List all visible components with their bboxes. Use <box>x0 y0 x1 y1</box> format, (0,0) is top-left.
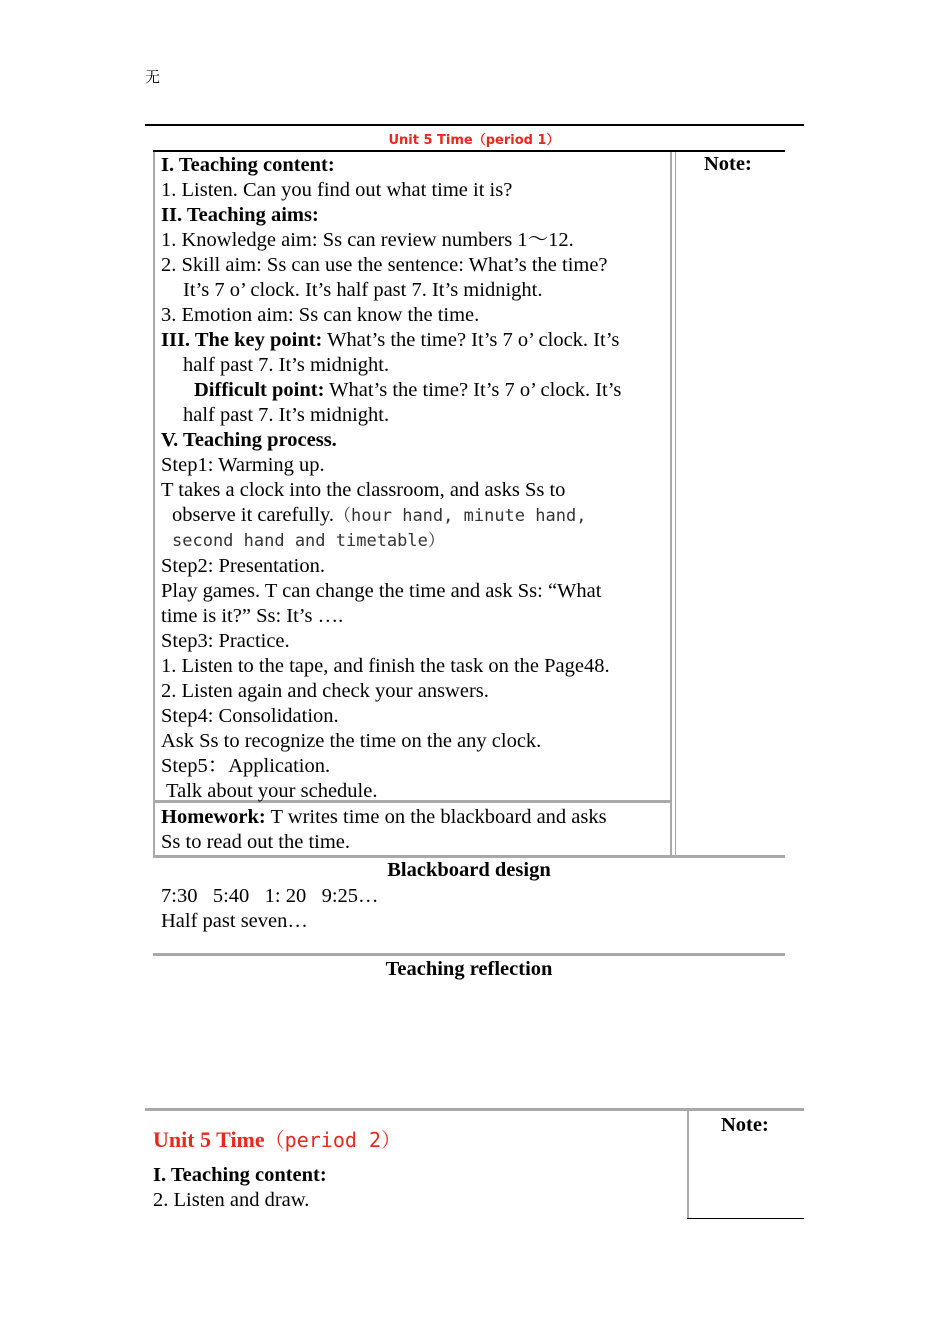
content-line: 1. Listen. Can you find out what time it is? <box>161 179 513 201</box>
content-line: Step4: Consolidation. <box>161 705 339 727</box>
content-line: It’s 7 o’ clock. It’s half past 7. It’s midnight. <box>183 279 543 301</box>
table-left-border <box>153 152 155 856</box>
period2-title-paren: （period 2） <box>264 1128 401 1152</box>
key-point-text: What’s the time? It’s 7 o’ clock. It’s <box>322 329 620 351</box>
note-left-border <box>675 152 676 856</box>
top-rule <box>145 124 804 126</box>
period1-content <box>161 153 669 804</box>
reflection-heading: Teaching reflection <box>385 958 553 980</box>
content-line: 1. Listen to the tape, and finish the task on the Page48. <box>161 655 610 677</box>
blackboard-block <box>161 884 669 934</box>
homework-line <box>161 805 669 830</box>
teaching-content-heading: I. Teaching content: <box>161 154 335 176</box>
homework-block <box>161 805 669 855</box>
content-line: 1. Knowledge aim: Ss can review numbers 1～12. <box>161 229 574 251</box>
content-line: 2. Listen again and check your answers. <box>161 680 489 702</box>
content-line: 2. Skill aim: Ss can use the sentence: What’s the time? <box>161 254 608 276</box>
content-line: Step3: Practice. <box>161 630 290 652</box>
homework-label: Homework: <box>161 806 266 828</box>
homework-text: T writes time on the blackboard and asks <box>265 806 607 828</box>
teaching-process-heading: V. Teaching process. <box>161 429 337 451</box>
table-top-rule <box>153 150 785 152</box>
content-line: half past 7. It’s midnight. <box>183 354 390 376</box>
content-line: Step5：Application. <box>161 755 331 777</box>
period1-title: Unit 5 Time（period 1） <box>388 133 560 148</box>
content-line: time is it?” Ss: It’s …. <box>161 605 344 627</box>
period2-content <box>153 1163 661 1213</box>
period2-content-heading: I. Teaching content: <box>153 1164 327 1186</box>
difficult-point-text: What’s the time? It’s 7 o’ clock. It’s <box>324 379 622 401</box>
period1-note-label: Note: <box>704 153 752 175</box>
observe-text: observe it carefully. <box>172 504 335 526</box>
key-point-label: III. The key point: <box>161 329 323 351</box>
homework-line: Ss to read out the time. <box>161 831 351 853</box>
page-header: 无 <box>145 68 161 86</box>
period2-title <box>153 1124 401 1153</box>
content-line: Play games. T can change the time and ask Ss: “What <box>161 580 602 602</box>
content-line: Step1: Warming up. <box>161 454 325 476</box>
content-line: 2. Listen and draw. <box>153 1189 310 1211</box>
content-right-border <box>670 152 672 856</box>
difficult-point-line <box>161 378 669 403</box>
period2-note-border <box>687 1111 689 1219</box>
period2-top-rule <box>145 1108 804 1111</box>
period2-note-bottom <box>687 1218 804 1219</box>
content-line: 3. Emotion aim: Ss can know the time. <box>161 304 480 326</box>
blackboard-line: 7:30 5:40 1: 20 9:25… <box>161 885 379 907</box>
blackboard-line: Half past seven… <box>161 910 308 932</box>
content-line: Step2: Presentation. <box>161 555 325 577</box>
key-point-line <box>161 328 669 353</box>
content-line: second hand and timetable） <box>172 531 445 551</box>
content-line <box>161 503 669 529</box>
observe-paren: （hour hand, minute hand, <box>334 506 587 526</box>
content-line: Talk about your schedule. <box>166 780 378 802</box>
difficult-point-label: Difficult point: <box>194 379 325 401</box>
period2-note-label: Note: <box>721 1114 769 1136</box>
row-divider-reflection <box>153 953 785 956</box>
content-line: half past 7. It’s midnight. <box>183 404 390 426</box>
content-line: Ask Ss to recognize the time on the any clock. <box>161 730 542 752</box>
period2-title-main: Unit 5 Time <box>153 1127 265 1152</box>
row-divider-blackboard <box>153 855 785 858</box>
blackboard-heading: Blackboard design <box>387 859 551 881</box>
content-line: T takes a clock into the classroom, and asks Ss to <box>161 479 566 501</box>
teaching-aims-heading: II. Teaching aims: <box>161 204 319 226</box>
